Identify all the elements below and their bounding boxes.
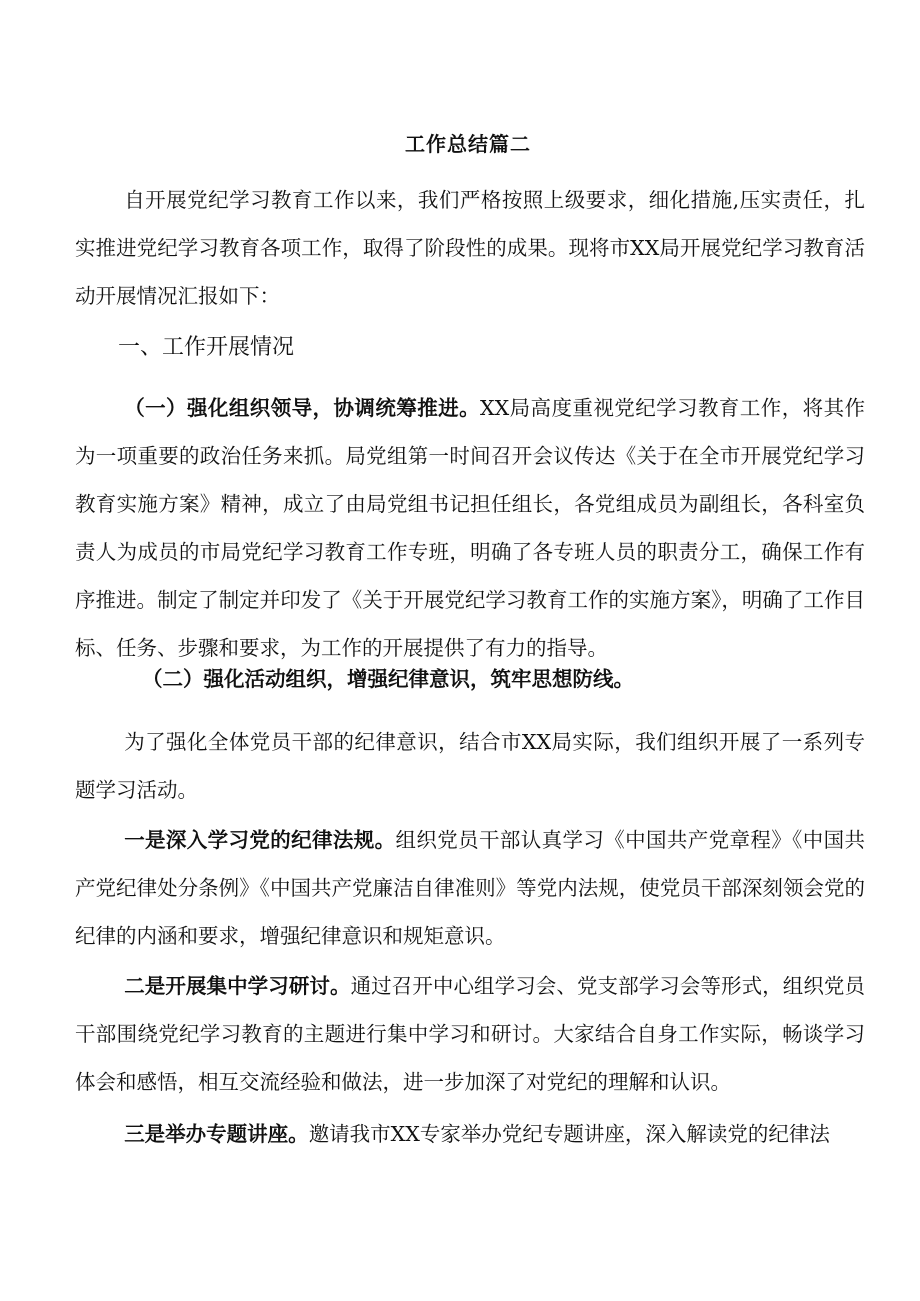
document-title: 工作总结篇二 <box>405 132 531 156</box>
paragraph-body: 邀请我市XX专家举办党纪专题讲座，深入解读党的纪律法 <box>308 1122 830 1146</box>
paragraph-lead: 一是深入学习党的纪律法规。 <box>124 828 396 852</box>
paragraph-activities: 为了强化全体党员干部的纪律意识，结合市XX局实际，我们组织开展了一系列专题学习活动。 <box>75 730 865 802</box>
paragraph-lead: 三是举办专题讲座。 <box>124 1122 309 1146</box>
paragraph-lecture <box>75 1110 865 1158</box>
paragraph-body: 通过召开中心组学习会、党支部学习会等形式，组织党员干部围绕党纪学习教育的主题进行集中学习和研讨。大家结合自身工作实际，畅谈学习体会和感悟，相互交流经验和做法，进一步加深了对党纪的理解和认识。 <box>75 974 866 1094</box>
paragraph-lead: （一）强化组织领导，协调统筹推进。 <box>124 396 480 420</box>
paragraph-lead: 二是开展集中学习研讨。 <box>124 974 351 998</box>
paragraph-body: XX局高度重视党纪学习教育工作，将其作为一项重要的政治任务来抓。局党组第一时间召开会议传达《关于在全市开展党纪学习教育实施方案》精神，成立了由局党组书记担任组长，各党组成员为副组长，各科室负责人为成员的市局党纪学习教育工作专班，明确了各专班人员的职责分工，确保工作有序推进。制定了制定并印发了《关于开展党纪学习教育工作的实施方案》，明确了工作目标、任务、步骤和要求，为工作的开展提供了有力的指导。 <box>75 396 865 660</box>
paragraph-regulations <box>75 816 865 960</box>
intro-paragraph: 自开展党纪学习教育工作以来，我们严格按照上级要求，细化措施,压实责任，扎实推进党纪学习教育各项工作，取得了阶段性的成果。现将市XX局开展党纪学习教育活动开展情况汇报如下： <box>75 188 865 308</box>
paragraph-body: 组织党员干部认真学习《中国共产党章程》《中国共产党纪律处分条例》《中国共产党廉洁自律准则》等党内法规，使党员干部深刻领会党的纪律的内涵和要求，增强纪律意识和规矩意识。 <box>75 828 866 948</box>
paragraph-study <box>75 962 865 1106</box>
subsection-heading: （二）强化活动组织，增强纪律意识，筑牢思想防线。 <box>142 667 634 691</box>
section-heading: 一、工作开展情况 <box>118 335 295 360</box>
paragraph-organization <box>75 384 865 672</box>
